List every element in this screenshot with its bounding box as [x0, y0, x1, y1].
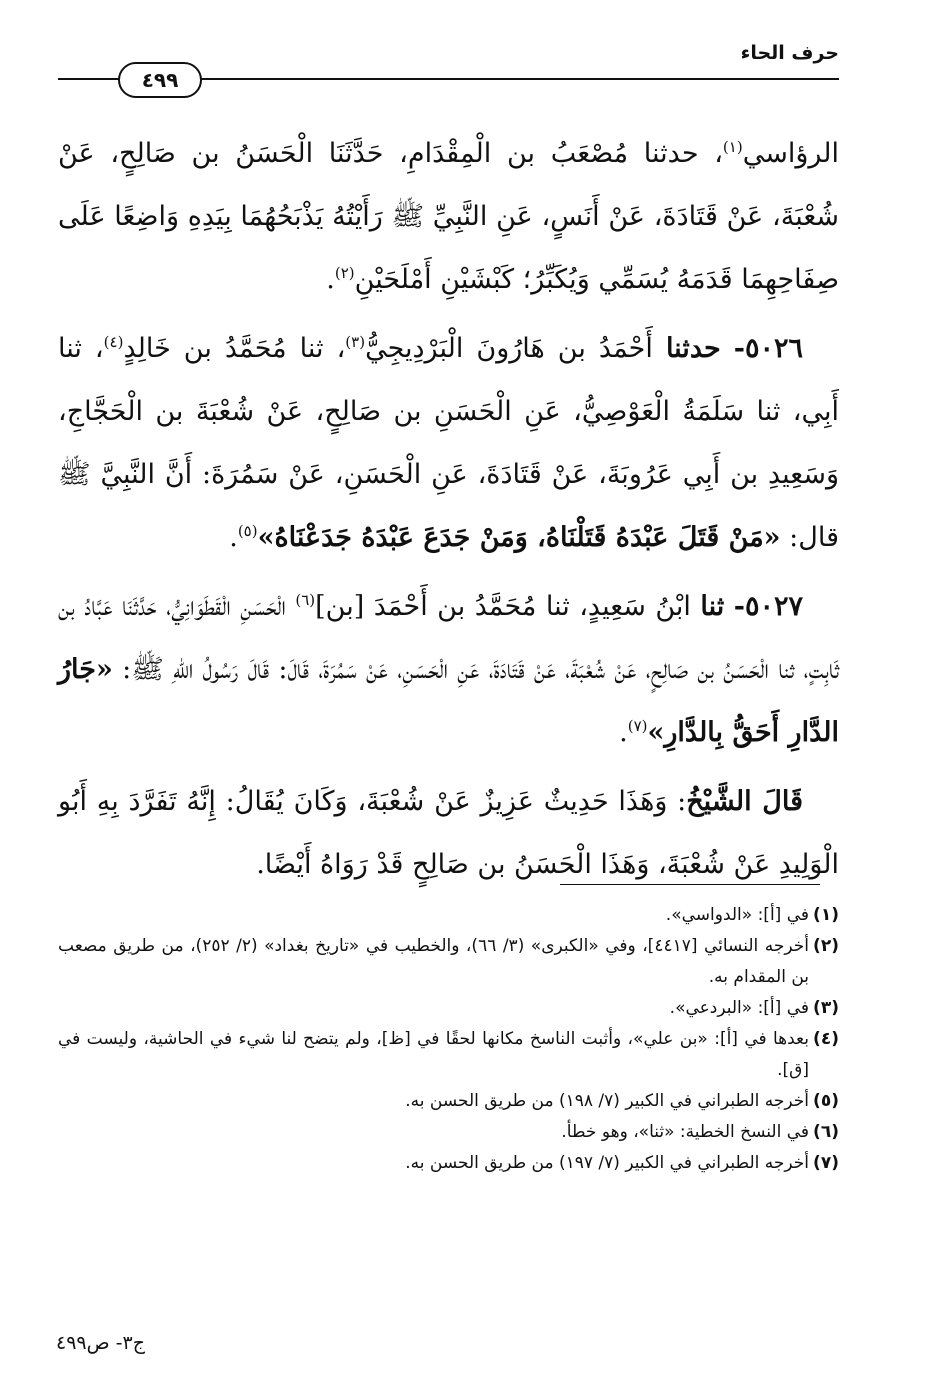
footnote-item: [58, 900, 839, 931]
footnote-text: في [أ]: «الدواسي».: [665, 905, 809, 925]
text-segment: ، ثنا مُحَمَّدُ بن خَالِدٍ: [123, 333, 346, 364]
footnote-number: (٣): [813, 998, 839, 1018]
hadith-5027: [58, 575, 839, 764]
footnote-text: في النسخ الخطية: «ثنا»، وهو خطأ.: [561, 1122, 809, 1142]
hadith-matn: «مَنْ قَتَلَ عَبْدَهُ قَتَلْنَاهُ، وَمَنْ جَدَعَ عَبْدَهُ جَدَعْنَاهُ»: [257, 522, 781, 553]
footnote-text: أخرجه النسائي [٤٤١٧]، وفي «الكبرى» (٣/ ٦٦)، والخطيب في «تاريخ بغداد» (٢/ ٢٥٢)، من طريق مصعب بن المقدام به.: [58, 936, 809, 987]
text-segment: أَحْمَدُ بن هَارُونَ الْبَرْدِيجِيُّ: [365, 333, 666, 364]
sheikh-keyword: قَالَ الشَّيْخُ: [686, 786, 803, 817]
footnote-separator: [560, 884, 820, 885]
text-segment: الْحَسَنِ الْقَطَوَانِيُّ، حَدَّثَنَا عَبَّادُ بن ثَابِتٍ، ثنا الْحَسَنُ بن صَالِحٍ، عَنْ شُعْبَةَ، عَنْ قَتَادَةَ، عَنِ الْحَسَنِ، عَنْ سَمُرَةَ، قَالَ: قَالَ رَسُولُ اللهِ ﷺ:: [58, 591, 839, 685]
footnote-ref: (٦): [295, 591, 316, 609]
text-segment: .: [229, 522, 238, 553]
footnote-item: [58, 1148, 839, 1179]
text-segment: .: [326, 264, 335, 295]
chapter-title: حرف الحاء: [740, 42, 839, 64]
footnote-item: [58, 1024, 839, 1086]
text-segment: .: [619, 717, 628, 748]
hadith-number: ٥٠٢٧-: [733, 591, 803, 622]
footnote-ref: (٧): [627, 717, 648, 735]
footnote-ref: (٤): [103, 333, 124, 351]
volume-page-ref: ج٣- ص٤٩٩: [56, 1332, 145, 1354]
hadith-matn: «جَارُ الدَّارِ أَحَقُّ بِالدَّارِ»: [58, 654, 839, 748]
footnote-ref: (٥): [237, 522, 258, 540]
footnote-ref: (١): [722, 138, 743, 156]
paragraph-continuation: [58, 122, 839, 311]
footnote-text: بعدها في [أ]: «بن علي»، وأثبت الناسخ مكانها لحقًا في [ظ]، ولم يتضح لنا شيء في الحاشية، وليست في [ق].: [58, 1029, 809, 1080]
hadith-5026: [58, 317, 839, 569]
text-segment: ابْنُ سَعِيدٍ، ثنا مُحَمَّدُ بن أَحْمَدَ [بن]: [315, 591, 701, 622]
sheikh-comment: [58, 770, 839, 896]
footnote-number: (١): [813, 905, 839, 925]
footnote-text: أخرجه الطبراني في الكبير (٧/ ١٩٨) من طريق الحسن به.: [405, 1091, 809, 1111]
text-segment: ، حدثنا مُصْعَبُ بن الْمِقْدَامِ، حَدَّثَنَا الْحَسَنُ بن صَالِحٍ، عَنْ شُعْبَةَ، عَنْ قَتَادَةَ، عَنْ أَنَسٍ، عَنِ النَّبِيِّ ﷺ رَأَيْتُهُ يَذْبَحُهُمَا بِيَدِهِ وَاضِعًا عَلَى صِفَاحِهِمَا قَدَمَهُ يُسَمِّي وَيُكَبِّرُ؛ كَبْشَيْنِ أَمْلَحَيْنِ: [58, 138, 839, 295]
text-segment: ، ثنا أَبِي، ثنا سَلَمَةُ الْعَوْصِيُّ، عَنِ الْحَسَنِ بن صَالِحٍ، عَنْ شُعْبَةَ بن الْحَجَّاجِ، وَسَعِيدِ بن أَبِي عَرُوبَةَ، عَنْ قَتَادَةَ، عَنِ الْحَسَنِ، عَنْ سَمُرَةَ: أَنَّ النَّبِيَّ ﷺ قال:: [58, 333, 839, 553]
footnote-item: [58, 1117, 839, 1148]
footnote-item: [58, 931, 839, 993]
footnote-item: [58, 1086, 839, 1117]
page-number-badge: ٤٩٩: [118, 62, 202, 98]
footnote-text: في [أ]: «البردعي».: [669, 998, 809, 1018]
footnote-number: (٢): [813, 936, 839, 956]
footnote-text: أخرجه الطبراني في الكبير (٧/ ١٩٧) من طريق الحسن به.: [405, 1153, 809, 1173]
footnote-item: [58, 993, 839, 1024]
main-text: [58, 122, 839, 902]
footnote-number: (٥): [813, 1091, 839, 1111]
footnotes: [58, 900, 839, 1179]
footnote-ref: (٢): [334, 264, 355, 282]
narration-keyword: ثنا: [700, 591, 725, 622]
footnote-ref: (٣): [345, 333, 366, 351]
text-segment: : وَهَذَا حَدِيثٌ عَزِيزٌ عَنْ شُعْبَةَ، وَكَانَ يُقَالُ: إِنَّهُ تَفَرَّدَ بِهِ أَبُو الْوَلِيدِ عَنْ شُعْبَةَ، وَهَذَا الْحَسَنُ بن صَالِحٍ قَدْ رَوَاهُ أَيْضًا.: [58, 786, 839, 880]
hadith-number: ٥٠٢٦-: [733, 333, 803, 364]
text-segment: الرؤاسي: [742, 138, 839, 169]
footnote-number: (٦): [813, 1122, 839, 1142]
footnote-number: (٧): [813, 1153, 839, 1173]
footnote-number: (٤): [813, 1029, 839, 1049]
narration-keyword: حدثنا: [665, 333, 721, 364]
